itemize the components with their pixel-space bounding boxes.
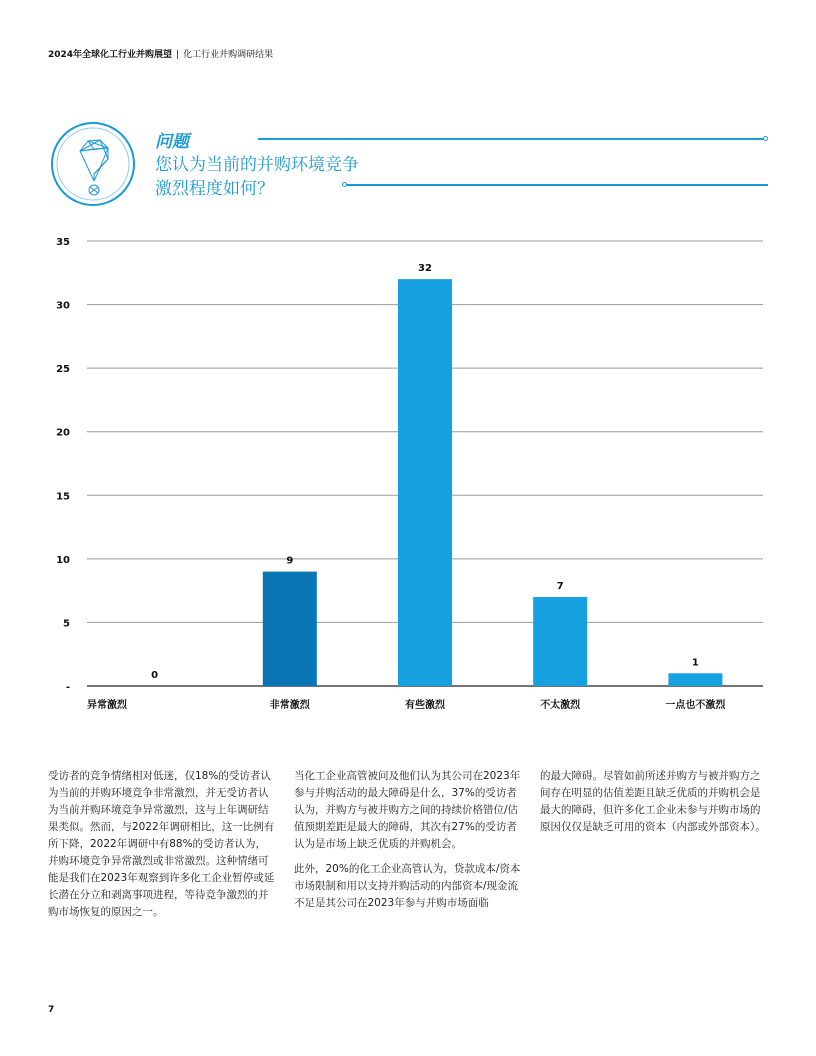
- x-category-label: 有些激烈: [405, 700, 445, 711]
- y-tick-label: -: [65, 682, 70, 693]
- y-tick-label: 20: [56, 427, 70, 439]
- bar-3: [398, 279, 452, 686]
- question-mark-icon: [50, 121, 136, 207]
- body-column-1: [48, 768, 276, 929]
- title-rule-bottom-dot: [342, 182, 347, 187]
- body-paragraph: 受访者的竞争情绪相对低迷，仅18%的受访者认为当前的并购环境竞争非常激烈，并无受访者认为当前并购环境竞争异常激烈，这与上年调研结果类似。然而，与2022年调研相比，这一比例有所下降，2022年调研中有88%的受访者认为，并购环境竞争异常激烈或非常激烈。这种情绪可能是我们在2023年观察到许多化工企业暂停或延长潜在分立和剥离事项进程，等待竞争激烈的并购市场恢复的原因之一。: [48, 770, 275, 918]
- header-separator: |: [176, 50, 180, 60]
- question-label: 问题: [155, 132, 189, 152]
- body-paragraph: 的最大障碍。尽管如前所述并购方与被并购方之间存在明显的估值差距且缺乏优质的并购机会是最大的障碍，但许多化工企业未参与并购市场的原因仅仅是缺乏可用的资本（内部或外部资本）。: [540, 770, 766, 833]
- bar-2: [263, 572, 317, 686]
- report-subtitle: 化工行业并购调研结果: [183, 50, 274, 60]
- bar-chart: [0, 225, 816, 725]
- x-category-label: 不太激烈: [540, 700, 581, 711]
- page-number: 7: [48, 1005, 55, 1015]
- body-column-2: [294, 768, 522, 920]
- bar-5: [668, 673, 722, 686]
- question-text-line-2: 激烈程度如何？: [155, 179, 274, 199]
- y-tick-label: 5: [63, 618, 70, 630]
- y-tick-label: 30: [56, 300, 70, 312]
- data-label: 0: [151, 670, 159, 681]
- y-tick-label: 10: [56, 554, 70, 566]
- title-rule-top: [258, 138, 764, 140]
- data-label: 1: [691, 657, 699, 669]
- data-label: 9: [286, 555, 294, 567]
- y-tick-label: 25: [56, 364, 70, 376]
- body-paragraph: 此外，20%的化工企业高管认为，贷款成本/资本市场限制和用以支持并购活动的内部资本/现金流不足是其公司在2023年参与并购市场面临: [294, 863, 521, 909]
- body-column-3: [540, 768, 768, 844]
- body-paragraph: 当化工企业高管被问及他们认为其公司在2023年参与并购活动的最大障碍是什么，37%的受访者认为，并购方与被并购方之间的持续价格错位/估值预期差距是最大的障碍，其次有27%的受访者认为是市场上缺乏优质的并购机会。: [294, 770, 521, 850]
- title-rule-top-dot: [763, 136, 768, 141]
- x-category-label: 异常激烈: [87, 700, 127, 711]
- data-label: 32: [418, 263, 432, 275]
- report-title: 2024年全球化工行业并购展望: [48, 50, 173, 60]
- x-category-label: 一点也不激烈: [665, 700, 726, 711]
- data-label: 7: [556, 581, 564, 592]
- y-tick-label: 35: [56, 237, 70, 248]
- title-rule-bottom: [344, 184, 768, 186]
- y-tick-label: 15: [56, 491, 70, 503]
- bar-4: [533, 597, 587, 686]
- page-header: [48, 47, 273, 60]
- question-text-line-1: 您认为当前的并购环境竞争: [155, 155, 359, 175]
- x-category-label: 非常激烈: [269, 700, 310, 711]
